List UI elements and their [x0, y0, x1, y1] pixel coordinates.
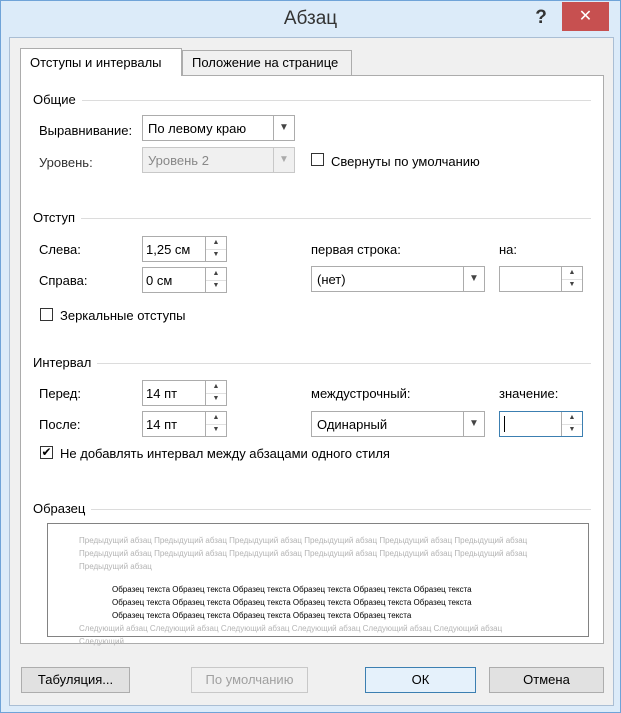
checkmark-icon: ✔: [41, 445, 52, 459]
text-caret: [504, 416, 505, 432]
spin-down-icon[interactable]: ▼: [561, 424, 582, 436]
preview-previous-text: Предыдущий абзац: [79, 562, 152, 571]
spin-down-icon[interactable]: ▼: [205, 393, 226, 405]
preview-sample-text: Образец текста Образец текста Образец текста Образец текста Образец текста Образец текста: [112, 598, 472, 607]
spin-down-icon[interactable]: ▼: [205, 280, 226, 292]
alignment-select[interactable]: [142, 115, 295, 141]
spacing-after-value[interactable]: 14 пт: [146, 417, 178, 432]
line-spacing-label: междустрочный:: [311, 386, 411, 401]
at-label: значение:: [499, 386, 559, 401]
cancel-button[interactable]: Отмена: [489, 667, 604, 693]
spacing-before-value[interactable]: 14 пт: [146, 386, 178, 401]
general-caption: Общие: [33, 92, 82, 107]
spacing-before-spinner[interactable]: [142, 380, 227, 406]
preview-previous-text: Предыдущий абзац Предыдущий абзац Предыдущий абзац Предыдущий абзац Предыдущий абзац Предыдущий абзац: [79, 536, 528, 545]
set-default-button: По умолчанию: [191, 667, 308, 693]
collapsed-checkbox[interactable]: [311, 153, 324, 166]
divider: [33, 218, 591, 219]
close-button[interactable]: [562, 2, 609, 31]
spin-down-icon[interactable]: ▼: [561, 279, 582, 291]
spacing-before-label: Перед:: [39, 386, 81, 401]
spacing-group: [33, 355, 97, 370]
level-label: Уровень:: [39, 155, 93, 170]
first-line-select[interactable]: [311, 266, 485, 292]
divider: [33, 363, 591, 364]
first-line-value: (нет): [317, 272, 346, 287]
spin-up-icon[interactable]: ▲: [205, 268, 226, 281]
by-spinner[interactable]: [499, 266, 583, 292]
alignment-label: Выравнивание:: [39, 123, 133, 138]
first-line-label: первая строка:: [311, 242, 401, 257]
mirror-indents-label[interactable]: Зеркальные отступы: [60, 308, 186, 323]
preview-sample-text: Образец текста Образец текста Образец текста Образец текста Образец текста Образец текста: [112, 585, 472, 594]
by-label: на:: [499, 242, 518, 257]
level-select: [142, 147, 295, 173]
spin-down-icon[interactable]: ▼: [205, 424, 226, 436]
at-spinner[interactable]: [499, 411, 583, 437]
tabs-button[interactable]: Табуляция...: [21, 667, 130, 693]
divider: [33, 509, 591, 510]
level-value: Уровень 2: [148, 153, 209, 168]
spin-up-icon[interactable]: ▲: [205, 381, 226, 394]
indent-left-label: Слева:: [39, 242, 81, 257]
indent-right-label: Справа:: [39, 273, 88, 288]
spin-down-icon[interactable]: ▼: [205, 249, 226, 261]
mirror-indents-checkbox[interactable]: [40, 308, 53, 321]
preview-next-text: Следующий абзац Следующий абзац Следующий абзац Следующий абзац Следующий абзац Следующий абзац Следующий: [79, 624, 503, 646]
indent-group: [33, 210, 81, 225]
preview-sample-text: Образец текста Образец текста Образец текста Образец текста Образец текста: [112, 611, 412, 620]
close-icon: ✕: [578, 8, 593, 25]
chevron-down-icon[interactable]: ▼: [463, 267, 484, 291]
divider: [33, 100, 591, 101]
dont-add-space-label[interactable]: Не добавлять интервал между абзацами одного стиля: [60, 446, 390, 461]
preview-caption: Образец: [33, 501, 91, 516]
preview-group: [33, 501, 91, 516]
dialog-body: [9, 37, 614, 706]
indent-left-spinner[interactable]: [142, 236, 227, 262]
line-spacing-value: Одинарный: [317, 417, 388, 432]
spacing-caption: Интервал: [33, 355, 97, 370]
indent-left-value[interactable]: 1,25 см: [146, 242, 191, 257]
indent-right-value[interactable]: 0 см: [146, 273, 173, 288]
indent-right-spinner[interactable]: [142, 267, 227, 293]
help-button[interactable]: ?: [535, 7, 547, 28]
spin-up-icon[interactable]: ▲: [205, 237, 226, 250]
spacing-after-spinner[interactable]: [142, 411, 227, 437]
spacing-after-label: После:: [39, 417, 81, 432]
chevron-down-icon[interactable]: ▼: [463, 412, 484, 436]
alignment-value: По левому краю: [148, 121, 247, 136]
ok-button[interactable]: ОК: [365, 667, 476, 693]
preview-previous-text: Предыдущий абзац Предыдущий абзац Предыдущий абзац Предыдущий абзац Предыдущий абзац Предыдущий абзац: [79, 549, 528, 558]
collapsed-label[interactable]: Свернуты по умолчанию: [331, 154, 480, 169]
line-spacing-select[interactable]: [311, 411, 485, 437]
chevron-down-icon[interactable]: ▼: [273, 116, 294, 140]
spin-up-icon[interactable]: ▲: [205, 412, 226, 425]
spin-up-icon[interactable]: ▲: [561, 267, 582, 280]
tab-indents-spacing[interactable]: Отступы и интервалы: [20, 48, 182, 76]
general-group: [33, 92, 82, 107]
dont-add-space-checkbox[interactable]: [40, 446, 53, 459]
chevron-down-icon: ▼: [273, 148, 294, 172]
preview-box: [47, 523, 589, 646]
tab-line-page-breaks[interactable]: Положение на странице: [182, 50, 352, 75]
dialog-title: Абзац: [283, 8, 338, 29]
indent-caption: Отступ: [33, 210, 81, 225]
title-bar[interactable]: [1, 1, 620, 37]
spin-up-icon[interactable]: ▲: [561, 412, 582, 425]
